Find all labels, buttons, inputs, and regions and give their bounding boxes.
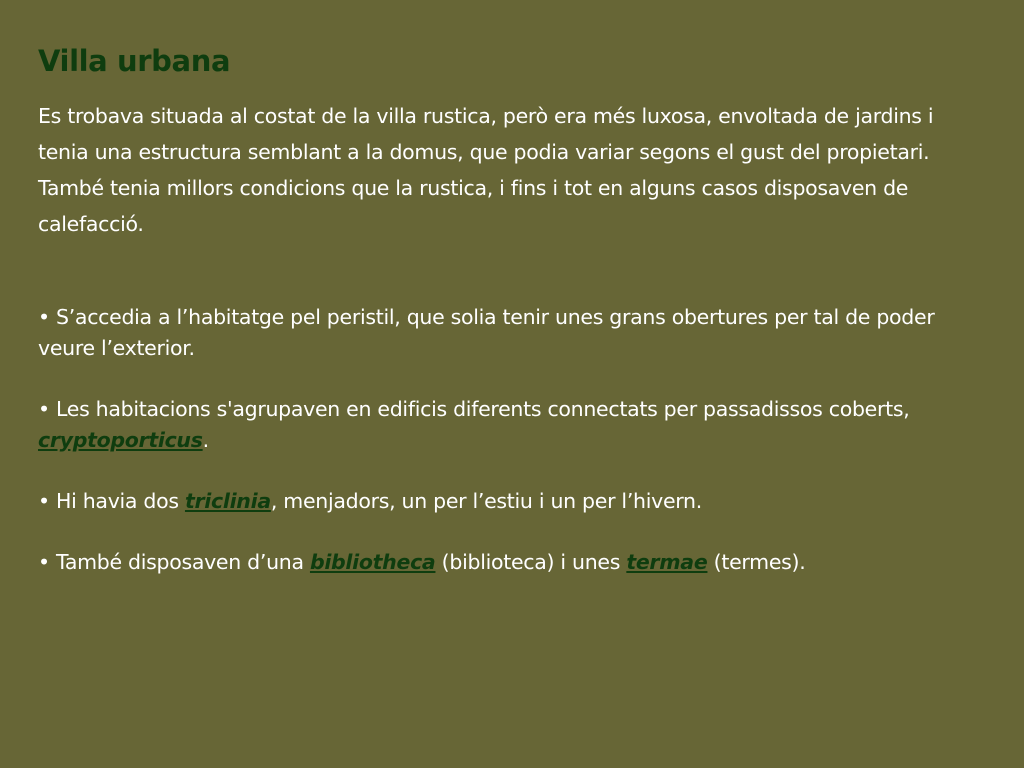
bullet-triclinia — [38, 486, 968, 517]
intro-paragraph: Es trobava situada al costat de la villa rustica, però era més luxosa, envoltada de jardins i tenia una estructura semblant a la domus, que podia variar segons el gust del propietari. També tenia millors condicions que la rustica, i fins i tot en alguns casos disposaven de calefacció. — [38, 104, 934, 236]
bullet-biblioteca — [38, 547, 968, 578]
bullet-text: , menjadors, un per l’estiu i un per l’hivern. — [270, 489, 702, 513]
term-triclinia: triclinia — [184, 489, 271, 513]
term-bibliotheca: bibliotheca — [309, 550, 436, 574]
bullet-text: (biblioteca) i unes — [435, 550, 627, 574]
term-termae: termae — [626, 550, 708, 574]
bullet-peristil: • S’accedia a l’habitatge pel peristil, que solia tenir unes grans obertures per tal de poder veure l’exterior. — [38, 305, 935, 360]
bullet-text: • També disposaven d’una — [38, 550, 310, 574]
term-cryptoporticus: cryptoporticus — [38, 428, 203, 452]
bullet-text: (termes). — [707, 550, 806, 574]
bullet-text: • Les habitacions s'agrupaven en edificis diferents connectats per passadissos coberts, — [38, 397, 910, 421]
slide-title: Villa urbana — [38, 44, 231, 78]
bullet-text: • Hi havia dos — [38, 489, 185, 513]
slide — [38, 0, 998, 768]
bullet-habitacions — [38, 394, 968, 456]
bullet-text: . — [202, 428, 209, 452]
